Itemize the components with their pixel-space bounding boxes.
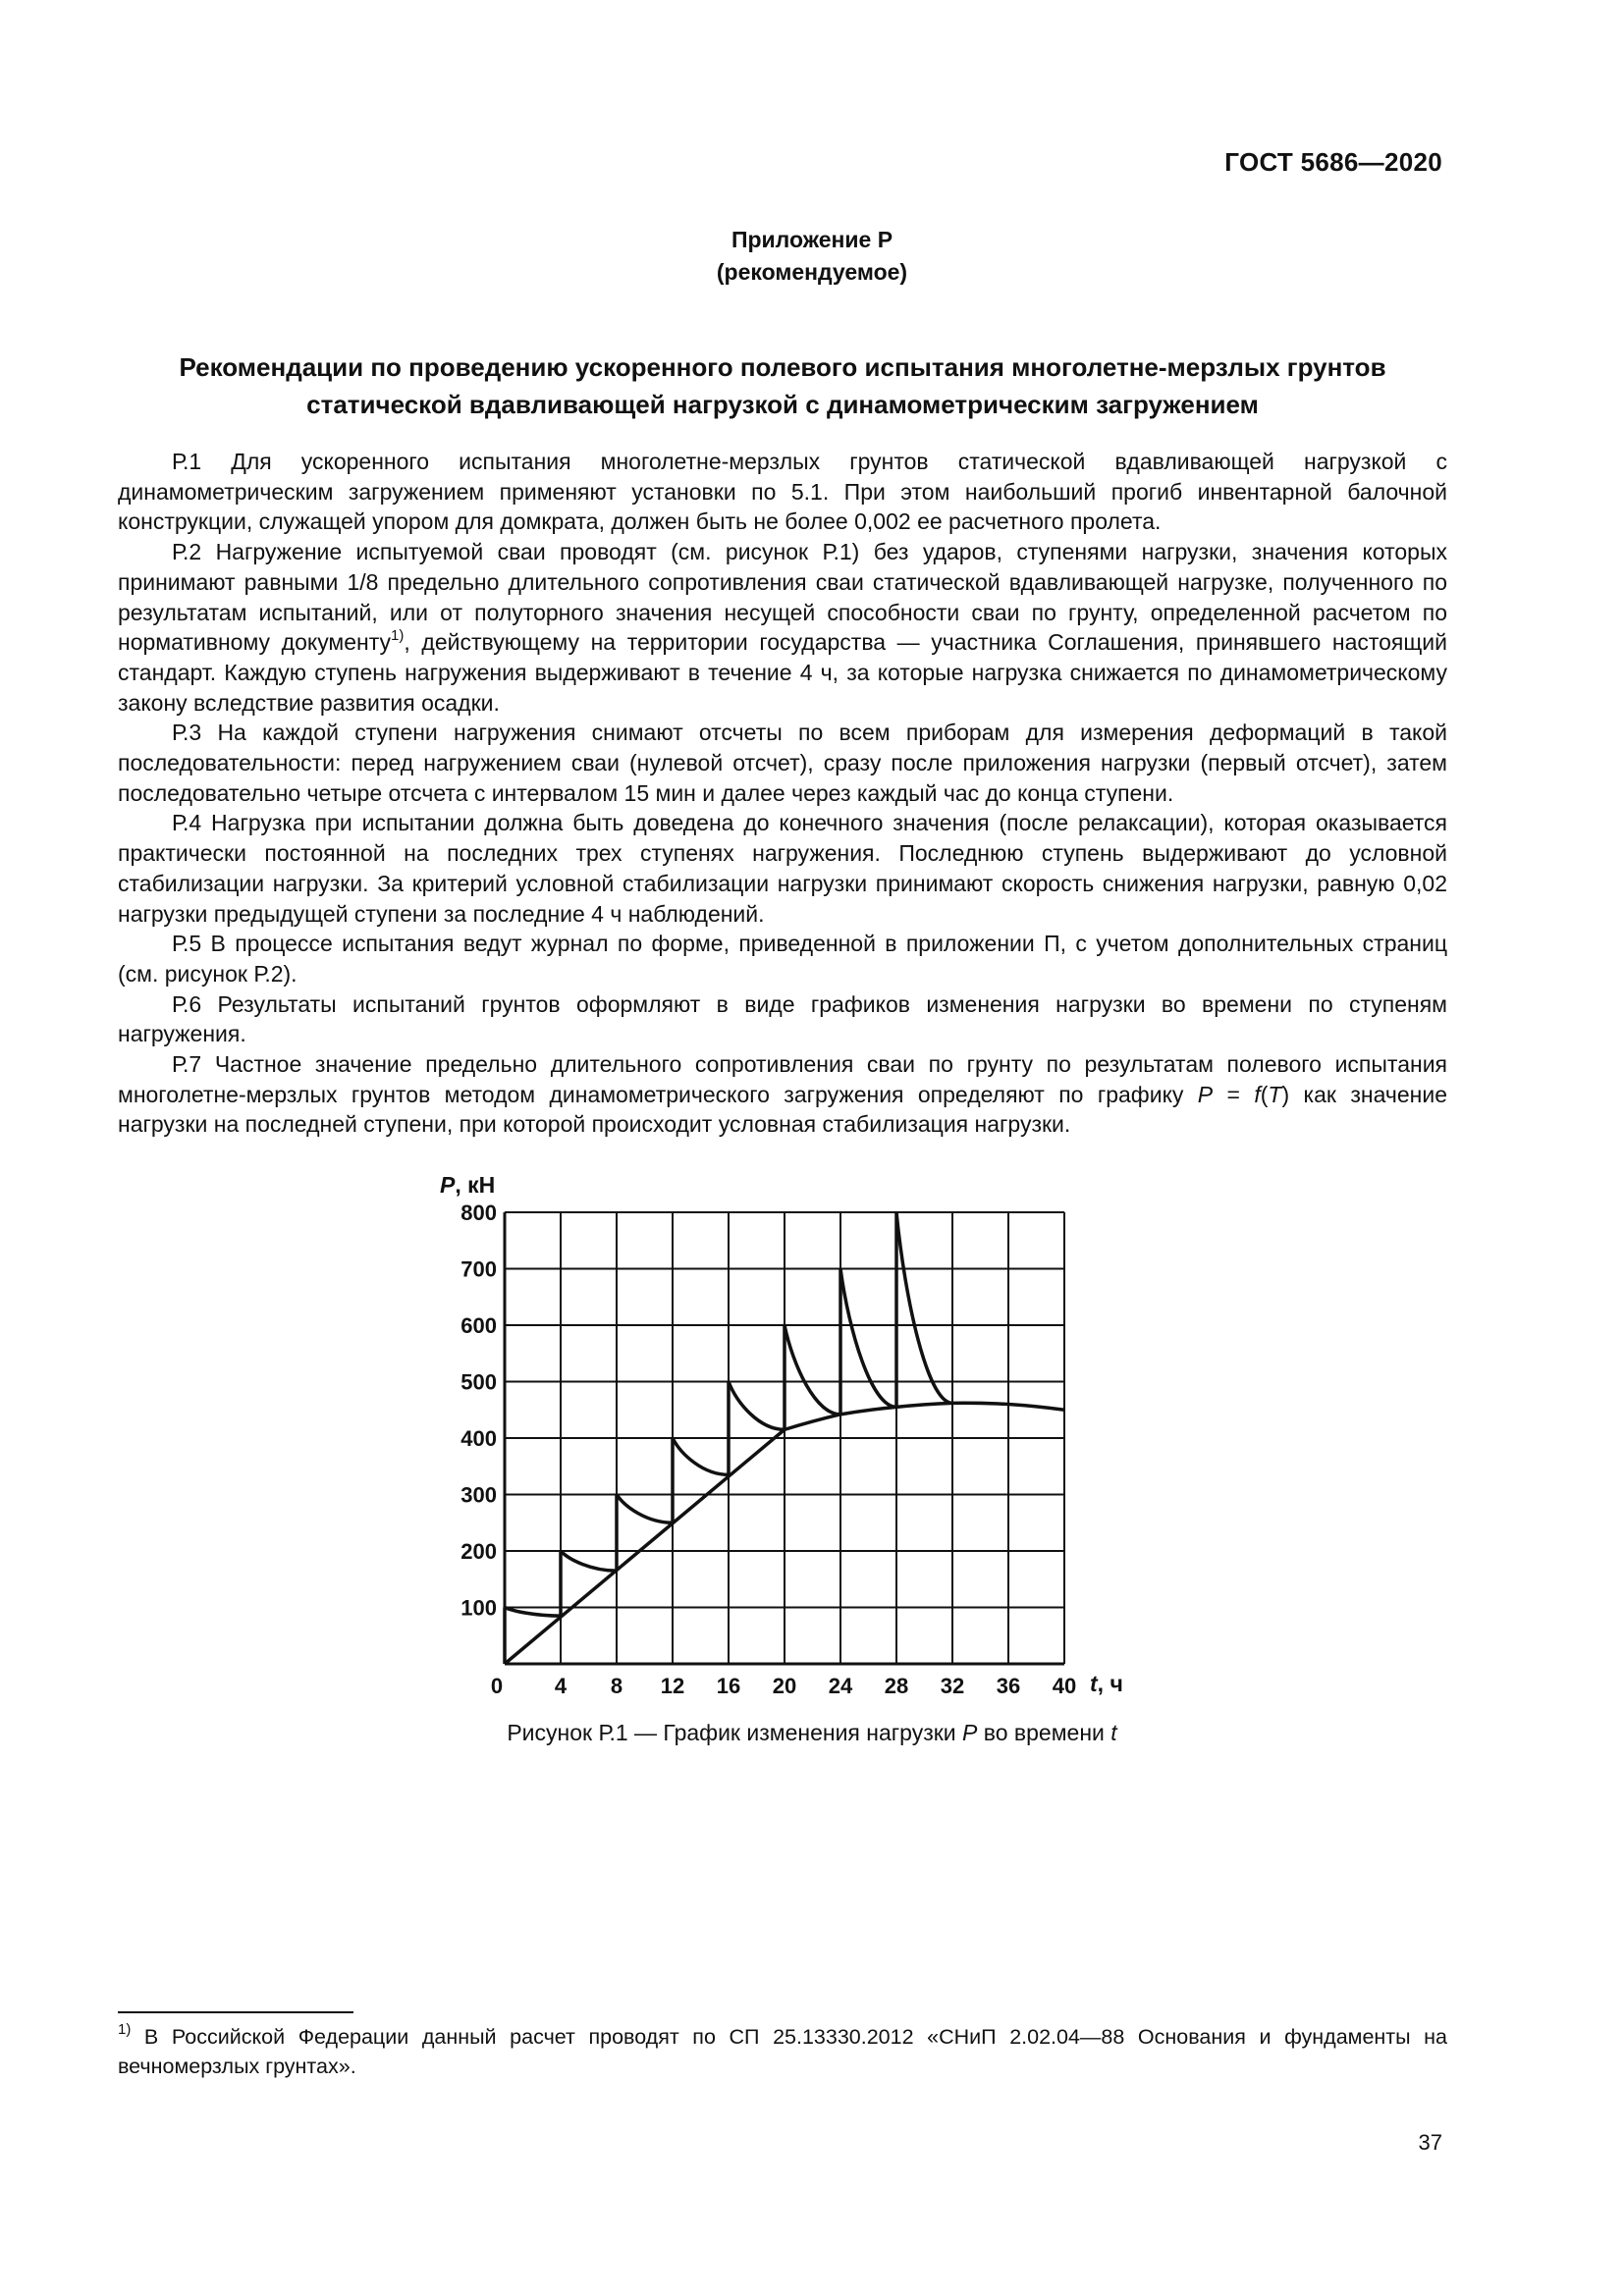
appendix-title-block xyxy=(0,224,1624,289)
formula-paren-open: ( xyxy=(1260,1081,1269,1107)
load-time-chart xyxy=(422,1163,1168,1713)
x-tick-label-4: 4 xyxy=(554,1674,568,1698)
step-decay-24 xyxy=(840,1269,896,1408)
y-tick-label-600: 600 xyxy=(460,1313,497,1338)
chart-labels xyxy=(440,1172,1123,1698)
x-tick-label-28: 28 xyxy=(884,1674,909,1698)
footnote-text: В Российской Федерации данный расчет проводят по СП 25.13330.2012 «СНиП 2.02.04—88 Основания и фундаменты на вечномерзлых грунтах». xyxy=(118,2025,1447,2078)
y-axis-unit: , кН xyxy=(455,1172,496,1198)
x-tick-label-36: 36 xyxy=(996,1674,1021,1698)
y-tick-label-700: 700 xyxy=(460,1256,497,1282)
paragraph-p4: Р.4 Нагрузка при испытании должна быть доведена до конечного значения (после релаксации), которая оказывается практически постоянной на последних трех ступенях нагружения. Последнюю ступень выдерживают до условной стабилизации нагрузки. За критерий условной стабилизации нагрузки принимают скорость снижения нагрузки, равную 0,02 нагрузки предыдущей ступени за последние 4 ч наблюдений. xyxy=(118,810,1447,927)
x-tick-label-0: 0 xyxy=(490,1674,504,1698)
chart-canvas xyxy=(422,1163,1168,1713)
body-text xyxy=(118,447,1447,1140)
step-decay-0 xyxy=(505,1608,561,1617)
paragraph-p2-part-b: , действующему на территории государства — участника Соглашения, принявшего настоящий стандарт. Каждую ступень нагружения выдерживают в течение 4 ч, за которые нагрузка снижается по динамометрическому закону вследствие развития осадки. xyxy=(118,629,1448,716)
x-tick-label-16: 16 xyxy=(716,1674,741,1698)
paragraph-p6: Р.6 Результаты испытаний грунтов оформляют в виде графиков изменения нагрузки во времени по ступеням нагружения. xyxy=(118,990,1447,1047)
formula-t: T xyxy=(1268,1081,1282,1107)
caption-p: P xyxy=(962,1720,978,1745)
y-tick-label-100: 100 xyxy=(460,1595,497,1621)
caption-middle: во времени xyxy=(977,1720,1111,1745)
step-decay-20 xyxy=(785,1325,840,1415)
x-axis-symbol: t xyxy=(1090,1671,1098,1696)
step-decay-12 xyxy=(673,1438,729,1474)
caption-prefix: Рисунок Р.1 — График изменения нагрузки xyxy=(507,1720,963,1745)
formula-f: f xyxy=(1254,1081,1261,1107)
x-tick-label-12: 12 xyxy=(660,1674,685,1698)
paragraph-p1: Р.1 Для ускоренного испытания многолетне-мерзлых грунтов статической вдавливающей нагрузкой с динамометрическим загружением применяют установки по 5.1. При этом наибольший прогиб инвентарной балочной конструкции, служащей упором для домкрата, должен быть не более 0,002 ее расчетного пролета. xyxy=(118,449,1447,535)
step-decay-8 xyxy=(617,1495,673,1523)
document-code: ГОСТ 5686—2020 xyxy=(1224,147,1442,177)
paragraph-p3: Р.3 На каждой ступени нагружения снимают отсчеты по всем приборам для измерения деформаций в такой последовательности: перед нагружением сваи (нулевой отсчет), сразу после приложения нагрузки (первый отсчет), затем последовательно четыре отсчета с интервалом 15 мин и далее через каждый час до конца ступени. xyxy=(118,720,1447,806)
x-axis-label xyxy=(1090,1671,1123,1696)
x-tick-label-32: 32 xyxy=(940,1674,965,1698)
paragraph-p7-part-a: Р.7 Частное значение предельно длительного сопротивления сваи по грунту по результатам полевого испытания многолетне-мерзлых грунтов методом динамометрического загружения определяют по графику xyxy=(118,1051,1447,1107)
x-tick-label-24: 24 xyxy=(828,1674,853,1698)
paragraph-p7 xyxy=(118,1049,1447,1140)
y-tick-label-500: 500 xyxy=(460,1369,497,1395)
section-heading-line-2: статической вдавливающей нагрузкой с динамометрическим загружением xyxy=(306,390,1259,419)
chart-grid xyxy=(505,1212,1064,1664)
step-decay-28 xyxy=(896,1212,952,1403)
y-tick-label-800: 800 xyxy=(460,1201,497,1225)
section-heading-line-1: Рекомендации по проведению ускоренного полевого испытания многолетне-мерзлых грунтов xyxy=(179,352,1386,382)
x-tick-label-40: 40 xyxy=(1052,1674,1077,1698)
figure-caption xyxy=(0,1720,1624,1746)
y-axis-symbol: P xyxy=(440,1172,456,1198)
paragraph-p7-part-b: как значение нагрузки на последней ступени, при которой происходит условная стабилизация нагрузки. xyxy=(118,1081,1447,1138)
y-tick-label-200: 200 xyxy=(460,1539,497,1564)
x-tick-label-20: 20 xyxy=(772,1674,797,1698)
formula-paren-close: ) xyxy=(1281,1081,1290,1107)
footnote xyxy=(118,2022,1447,2081)
paragraph-p2 xyxy=(118,537,1447,718)
y-tick-label-300: 300 xyxy=(460,1482,497,1508)
step-decay-16 xyxy=(729,1382,785,1430)
footnote-marker: 1) xyxy=(118,2020,132,2038)
y-tick-label-400: 400 xyxy=(460,1426,497,1451)
appendix-title: Приложение Р xyxy=(731,227,893,252)
footnote-reference: 1) xyxy=(391,626,405,644)
section-heading xyxy=(118,348,1447,423)
x-tick-label-8: 8 xyxy=(610,1674,623,1698)
footnote-separator xyxy=(118,2011,353,2013)
paragraph-p5: Р.5 В процессе испытания ведут журнал по форме, приведенной в приложении П, с учетом дополнительных страниц (см. рисунок Р.2). xyxy=(118,931,1447,987)
appendix-status: (рекомендуемое) xyxy=(716,259,908,285)
page-number: 37 xyxy=(1418,2130,1442,2155)
caption-t: t xyxy=(1110,1720,1117,1745)
y-axis-label xyxy=(440,1172,495,1198)
step-decay-4 xyxy=(561,1551,617,1571)
formula-equals: = xyxy=(1213,1081,1255,1107)
x-axis-unit: , ч xyxy=(1097,1671,1123,1696)
formula-p: P xyxy=(1197,1081,1214,1107)
paragraph-p2-part-a: Р.2 Нагружение испытуемой сваи проводят (см. рисунок Р.1) без ударов, ступенями нагрузки, значения которых принимают равными 1/8 предельно длительного сопротивления сваи статической вдавливающей нагрузке, полученного по результатам испытаний, или от полуторного значения несущей способности сваи по грунту, определенной расчетом по нормативному документу xyxy=(118,539,1447,656)
